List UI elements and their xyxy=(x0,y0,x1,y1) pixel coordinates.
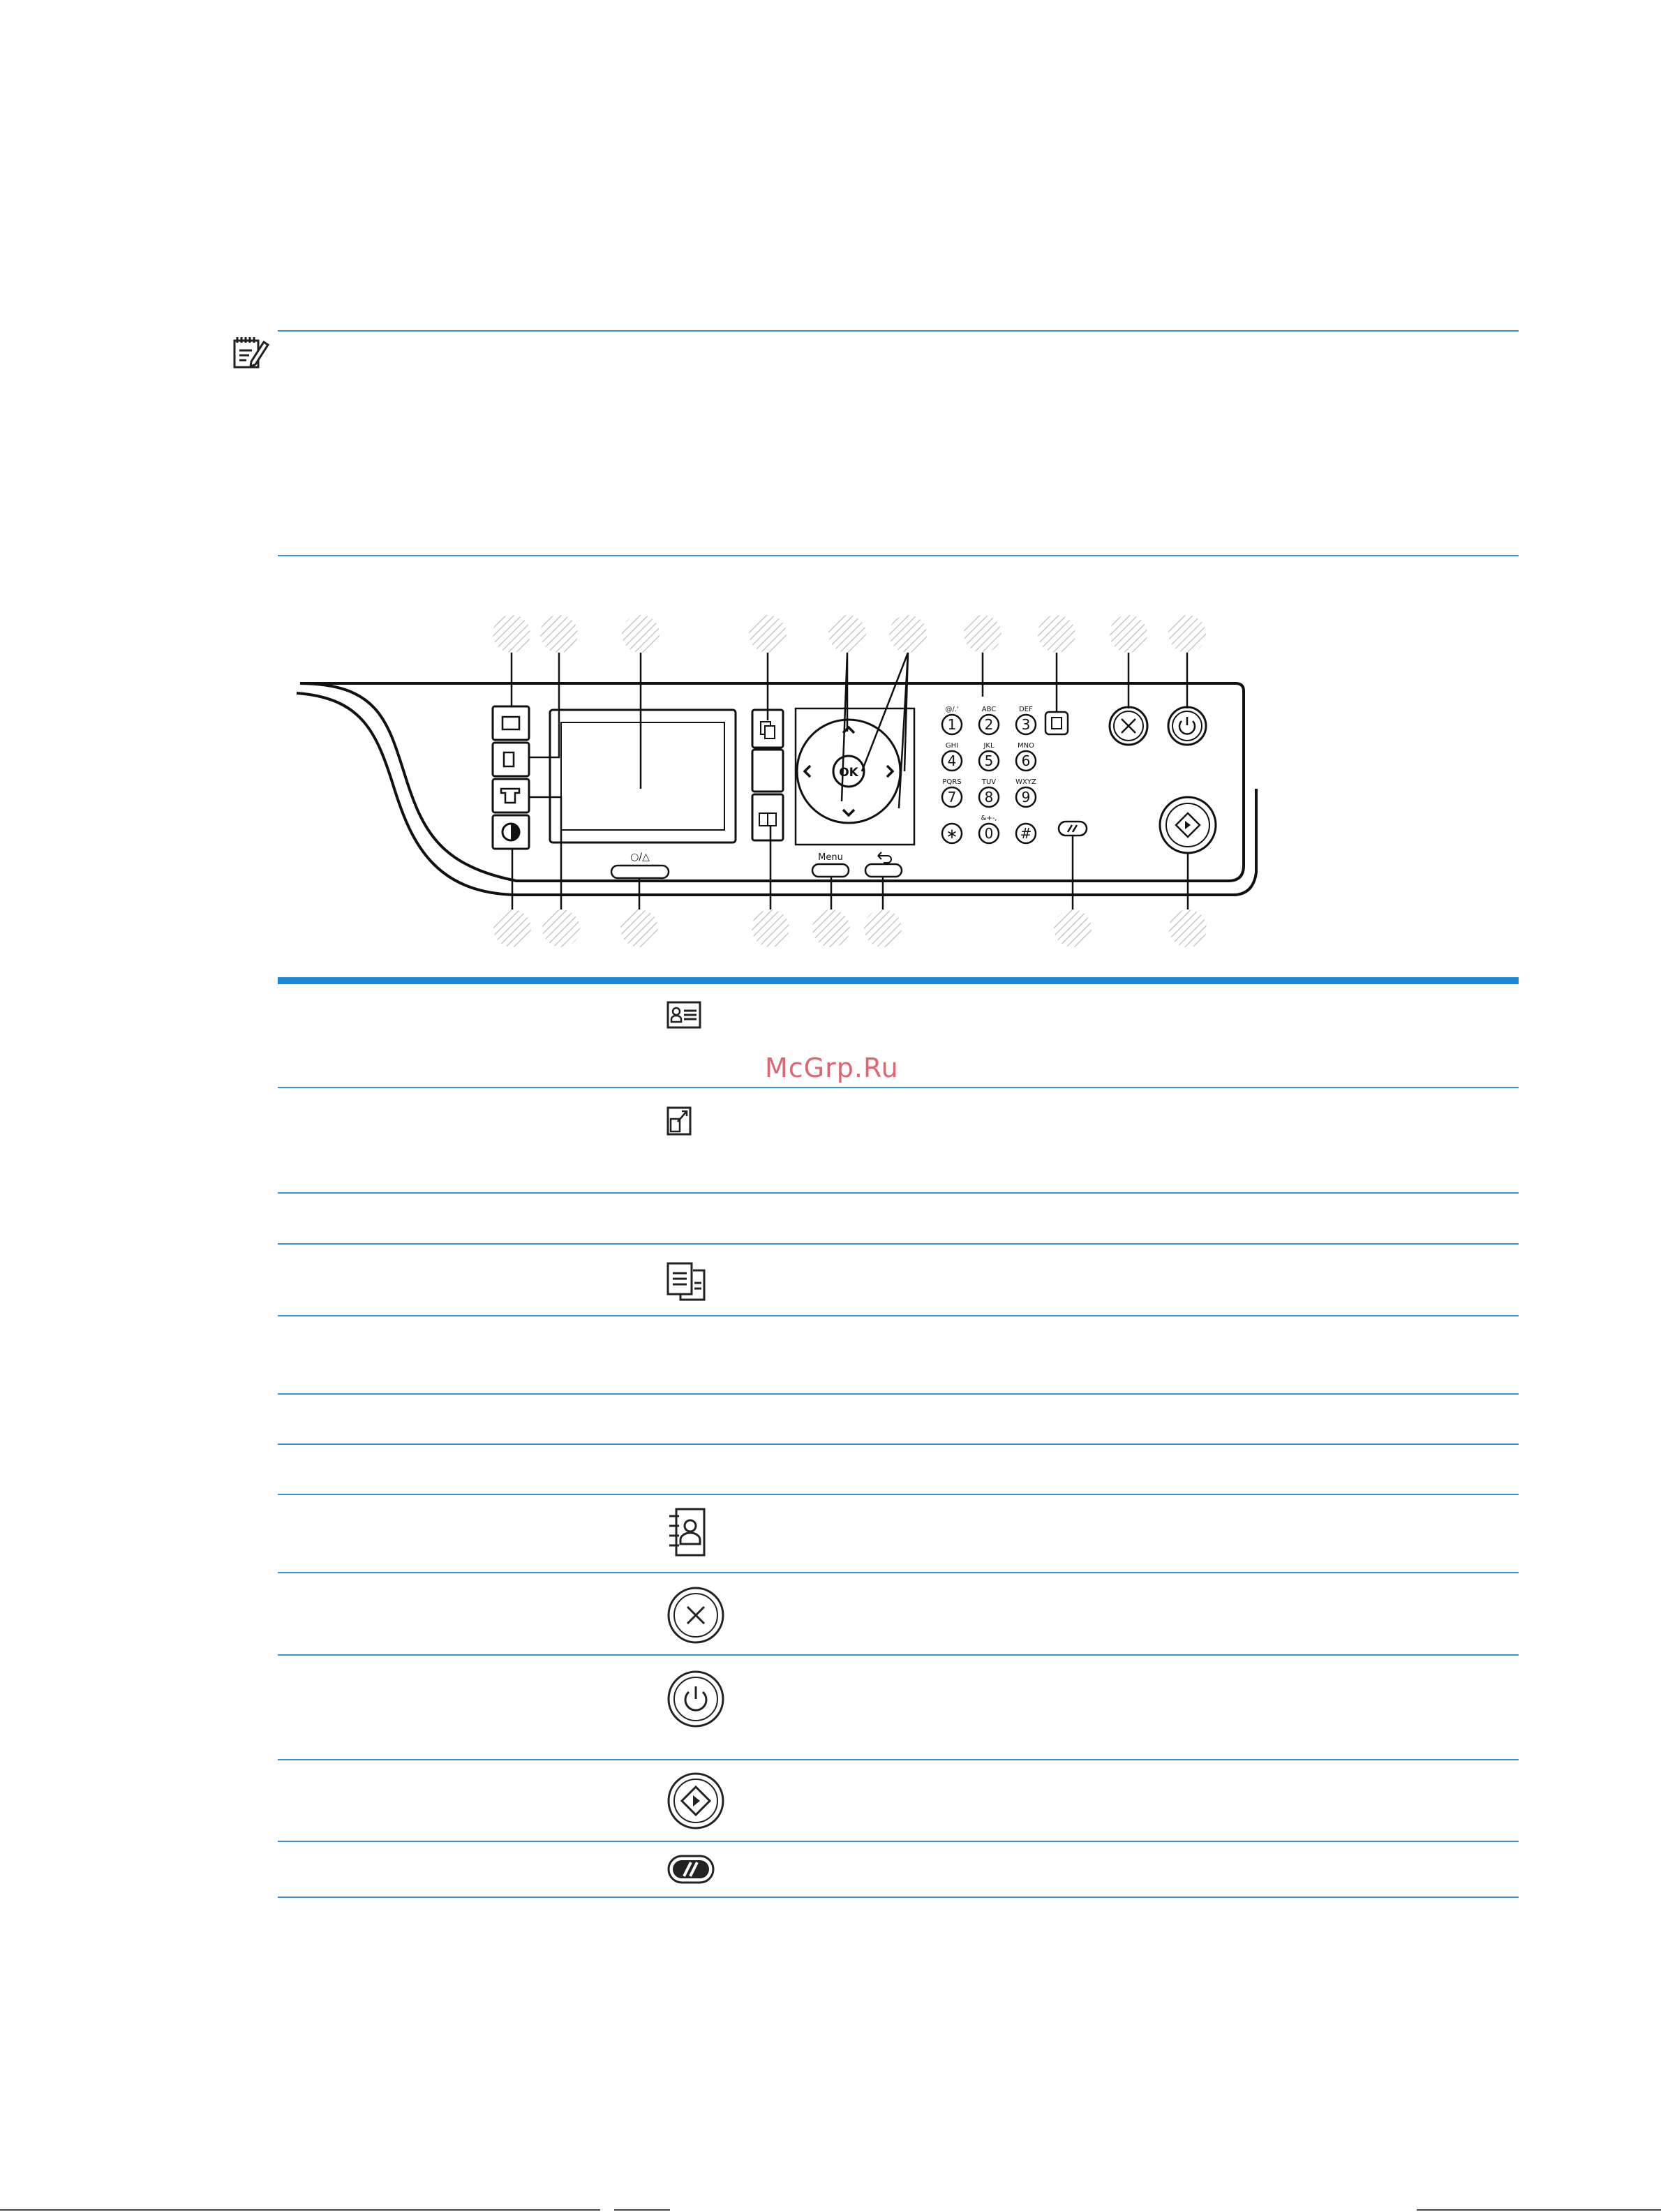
menu-label: Menu xyxy=(818,852,843,863)
footer-rule xyxy=(0,2209,600,2211)
keypad-digit: 3 xyxy=(1021,716,1031,733)
keypad-letters: PQRS xyxy=(942,778,962,786)
table-row-rule xyxy=(278,1443,1519,1445)
table-row-rule xyxy=(278,1192,1519,1194)
watermark: McGrp.Ru xyxy=(765,1053,899,1083)
id-copy-icon xyxy=(666,1001,701,1029)
keypad-digit: # xyxy=(1020,825,1032,842)
footer-rule xyxy=(1417,2209,1661,2211)
table-row-rule xyxy=(278,1494,1519,1495)
reduce-enlarge-icon xyxy=(666,1106,692,1136)
keypad-letters: GHI xyxy=(945,742,959,750)
keypad-letters: WXYZ xyxy=(1015,778,1036,786)
keypad-letters: @/.' xyxy=(945,706,959,713)
callouts-top xyxy=(493,615,1206,653)
table-row-rule xyxy=(278,1243,1519,1245)
keypad-digit: 1 xyxy=(947,716,957,733)
keypad-letters: ABC xyxy=(981,706,997,713)
eco-label: ○/△ xyxy=(630,852,650,863)
keypad-letters: JKL xyxy=(983,742,995,750)
table-row-rule xyxy=(278,1654,1519,1656)
table-row-rule xyxy=(278,1315,1519,1316)
control-panel-diagram xyxy=(293,614,1284,970)
keypad-digit: ∗ xyxy=(946,825,958,842)
note-bottom-rule xyxy=(278,555,1519,556)
start-icon xyxy=(666,1772,725,1830)
keypad-digit: 0 xyxy=(984,825,994,842)
keypad xyxy=(942,706,1036,843)
keypad-digit: 6 xyxy=(1021,752,1031,769)
table-bottom-rule xyxy=(278,1896,1519,1898)
keypad-letters: &+-, xyxy=(981,815,997,822)
note-icon xyxy=(230,334,269,373)
note-top-rule xyxy=(278,330,1519,332)
keypad-digit: 2 xyxy=(984,716,994,733)
keypad-digit: 7 xyxy=(947,789,957,806)
table-row-rule xyxy=(278,1572,1519,1573)
keypad-digit: 8 xyxy=(984,789,994,806)
footer-rule xyxy=(614,2209,670,2211)
address-book-icon xyxy=(666,1508,706,1557)
clear-icon xyxy=(666,1854,715,1885)
stop-icon xyxy=(666,1586,725,1645)
keypad-letters: DEF xyxy=(1019,706,1033,713)
table-row-rule xyxy=(278,1393,1519,1395)
table-row-rule xyxy=(278,1841,1519,1842)
keypad-letters: MNO xyxy=(1018,742,1034,750)
copy-mode-icon xyxy=(666,1262,713,1301)
keypad-digit: 4 xyxy=(947,752,957,769)
table-header-rule xyxy=(278,977,1519,984)
ok-label: OK xyxy=(839,766,858,780)
keypad-digit: 9 xyxy=(1021,789,1031,806)
table-row-rule xyxy=(278,1087,1519,1088)
callouts-bottom xyxy=(493,910,1207,947)
keypad-letters: TUV xyxy=(981,778,997,786)
table-row-rule xyxy=(278,1759,1519,1760)
keypad-digit: 5 xyxy=(984,752,994,769)
power-icon xyxy=(666,1670,725,1728)
